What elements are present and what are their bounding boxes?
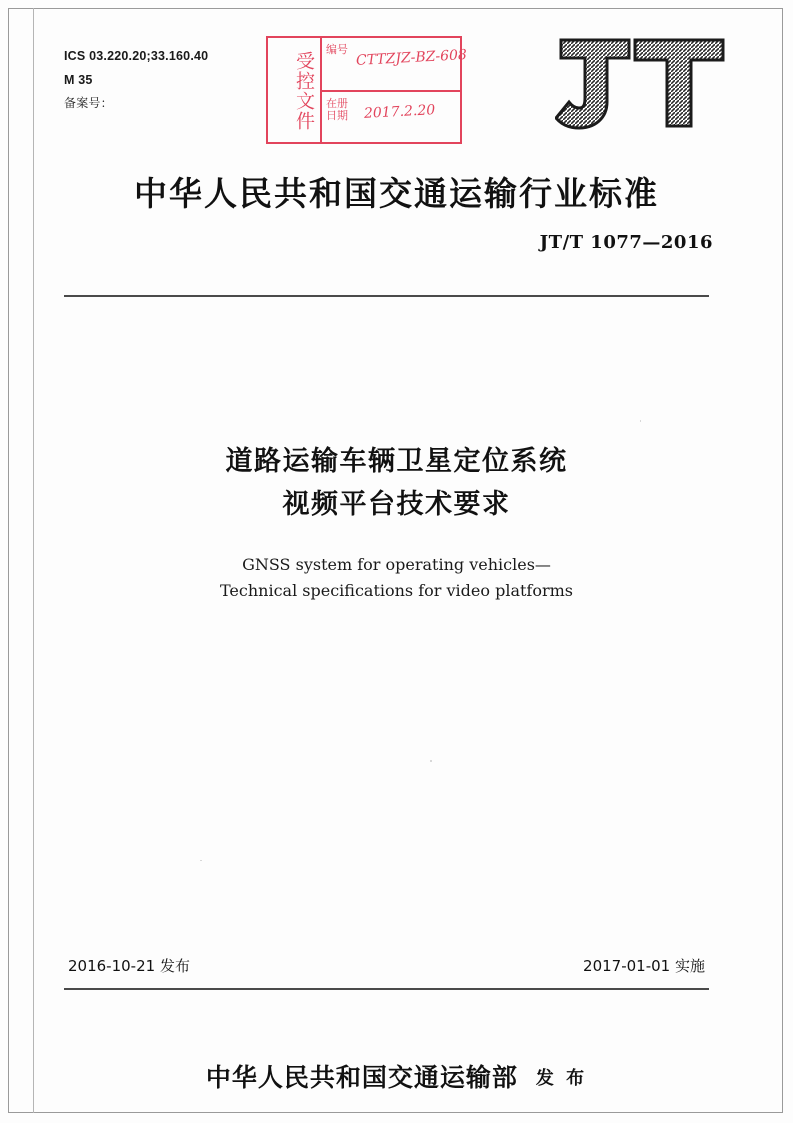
document-title-en-line-1: GNSS system for operating vehicles— [242,555,551,574]
document-title-english [0,552,793,604]
document-title-line-2: 视频平台技术要求 [282,489,511,520]
stamp-date-label: 在册日期 [326,98,348,122]
issue-date: 2016-10-21 发布 [68,957,190,975]
ics-header-block [64,50,208,120]
publisher-line [0,1058,793,1094]
standard-series-title: 中华人民共和国交通运输行业标准 [134,174,659,213]
classification-code: M 35 [64,72,93,87]
stamp-horizontal-divider [320,90,462,92]
ics-code: ICS 03.220.20;33.160.40 [64,49,209,63]
footer-divider-rule [64,988,709,990]
document-title-line-1: 道路运输车辆卫星定位系统 [225,446,568,477]
document-title-en-line-2: Technical specifications for video platforms [219,581,574,600]
jt-logo-icon [555,36,725,132]
standard-number: JT/T 1077—2016 [539,232,713,253]
stamp-number-cell [326,44,354,56]
stamp-number-value: CTTZJZ-BZ-608 [355,47,468,69]
date-row [64,955,709,981]
scan-speckle [200,860,202,861]
publisher-verb: 发 布 [535,1068,588,1089]
stamp-vertical-text: 受控文件 [293,51,315,131]
publisher-name: 中华人民共和国交通运输部 [205,1063,518,1092]
stamp-date-cell [326,98,354,122]
record-number-label: 备案号： [64,96,113,110]
stamp-date-value: 2017.2.20 [363,102,436,122]
stamp-number-label: 编号 [326,44,348,56]
effective-date: 2017-01-01 实施 [583,957,705,975]
controlled-document-stamp [266,36,468,144]
header-divider-rule [64,295,709,297]
document-title [0,440,793,526]
scan-speckle [430,760,432,762]
scan-speckle [640,420,641,422]
